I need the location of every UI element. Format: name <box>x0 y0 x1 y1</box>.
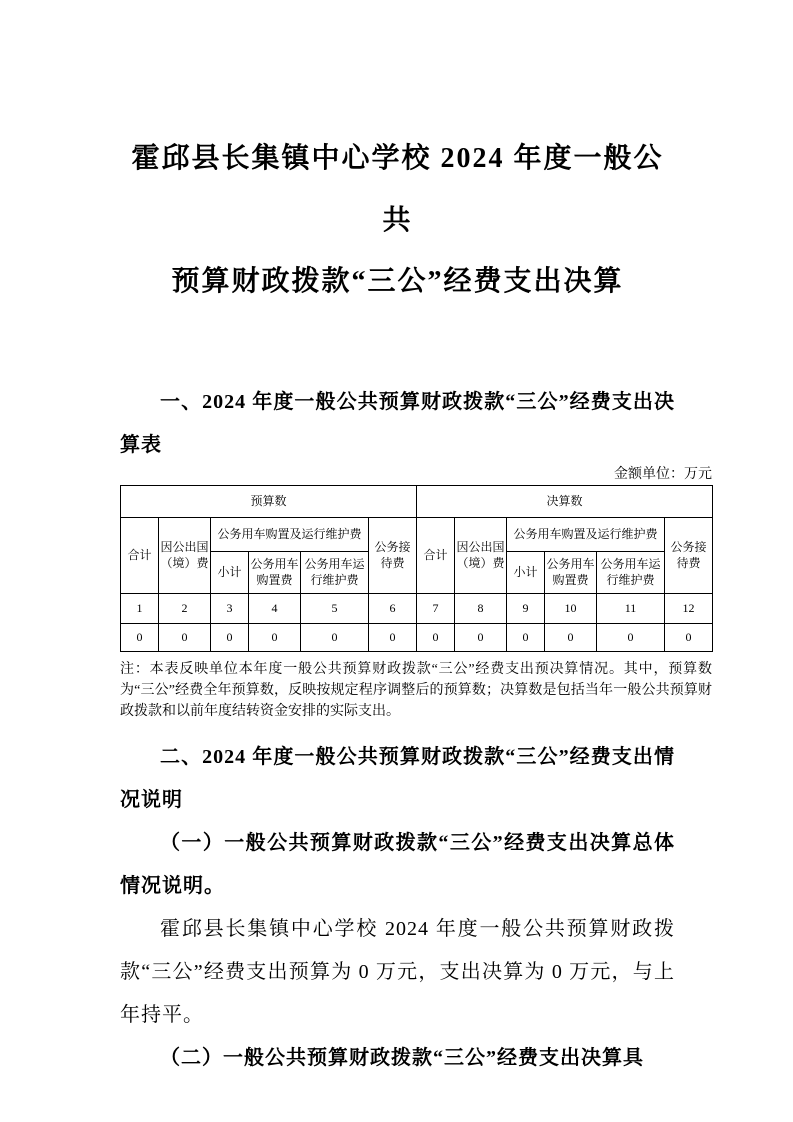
group-header-budget: 预算数 <box>121 485 417 517</box>
three-public-expense-table <box>120 485 713 652</box>
section-2-heading: 二、2024 年度一般公共预算财政拨款“三公”经费支出情况说明 <box>120 745 675 811</box>
value-cell: 0 <box>121 623 159 651</box>
group-header-final: 决算数 <box>417 485 713 517</box>
title-line-2: 预算财政拨款“三公”经费支出决算 <box>171 266 624 298</box>
col-header-maintenance-final: 公务用车运行维护费 <box>597 551 665 593</box>
value-cell: 0 <box>545 623 597 651</box>
sub-heading-1: （一）一般公共预算财政拨款“三公”经费支出决算总体情况说明。 <box>120 831 675 897</box>
col-header-vehicle-final: 公务用车购置及运行维护费 <box>507 517 665 551</box>
value-cell: 0 <box>369 623 417 651</box>
col-header-total-budget: 合计 <box>121 517 159 593</box>
table-row-groups <box>121 485 713 517</box>
col-header-total-final: 合计 <box>417 517 455 593</box>
index-cell: 3 <box>211 593 249 623</box>
value-cell: 0 <box>211 623 249 651</box>
value-cell: 0 <box>597 623 665 651</box>
table-note: 注：本表反映单位本年度一般公共预算财政拨款“三公”经费支出预决算情况。其中，预算数为“三公”经费全年预算数，反映按规定程序调整后的预算数；决算数是包括当年一般公共预算财政拨款和以前年度结转资金安排的实际支出。 <box>120 661 712 719</box>
value-cell: 0 <box>159 623 211 651</box>
unit-label: 金额单位：万元 <box>614 466 712 482</box>
value-cell: 0 <box>455 623 507 651</box>
col-header-purchase-final: 公务用车购置费 <box>545 551 597 593</box>
paragraph-1: 霍邱县长集镇中心学校 2024 年度一般公共预算财政拨款“三公”经费支出预算为 0 万元，支出决算为 0 万元，与上年持平。 <box>120 917 675 1026</box>
sub-heading-2: （二）一般公共预算财政拨款“三公”经费支出决算具 <box>160 1046 644 1069</box>
col-header-purchase-budget: 公务用车购置费 <box>249 551 301 593</box>
value-cell: 0 <box>417 623 455 651</box>
index-cell: 7 <box>417 593 455 623</box>
section-1-heading: 一、2024 年度一般公共预算财政拨款“三公”经费支出决算表 <box>120 390 675 456</box>
col-header-reception-budget: 公务接待费 <box>369 517 417 593</box>
document-title <box>120 128 675 313</box>
col-header-abroad-budget: 因公出国（境）费 <box>159 517 211 593</box>
index-cell: 1 <box>121 593 159 623</box>
index-cell: 12 <box>665 593 713 623</box>
value-cell: 0 <box>507 623 545 651</box>
col-header-subtotal-budget: 小计 <box>211 551 249 593</box>
title-line-1: 霍邱县长集镇中心学校 2024 年度一般公共 <box>131 143 664 236</box>
col-header-abroad-final: 因公出国（境）费 <box>455 517 507 593</box>
value-cell: 0 <box>249 623 301 651</box>
col-header-vehicle-budget: 公务用车购置及运行维护费 <box>211 517 369 551</box>
index-cell: 6 <box>369 593 417 623</box>
index-cell: 10 <box>545 593 597 623</box>
col-header-reception-final: 公务接待费 <box>665 517 713 593</box>
col-header-maintenance-budget: 公务用车运行维护费 <box>301 551 369 593</box>
index-cell: 2 <box>159 593 211 623</box>
table-row-headers-1 <box>121 517 713 551</box>
col-header-subtotal-final: 小计 <box>507 551 545 593</box>
value-cell: 0 <box>301 623 369 651</box>
value-cell: 0 <box>665 623 713 651</box>
index-cell: 9 <box>507 593 545 623</box>
index-cell: 11 <box>597 593 665 623</box>
index-cell: 8 <box>455 593 507 623</box>
index-cell: 4 <box>249 593 301 623</box>
table-row-column-index <box>121 593 713 623</box>
table-row-values <box>121 623 713 651</box>
index-cell: 5 <box>301 593 369 623</box>
